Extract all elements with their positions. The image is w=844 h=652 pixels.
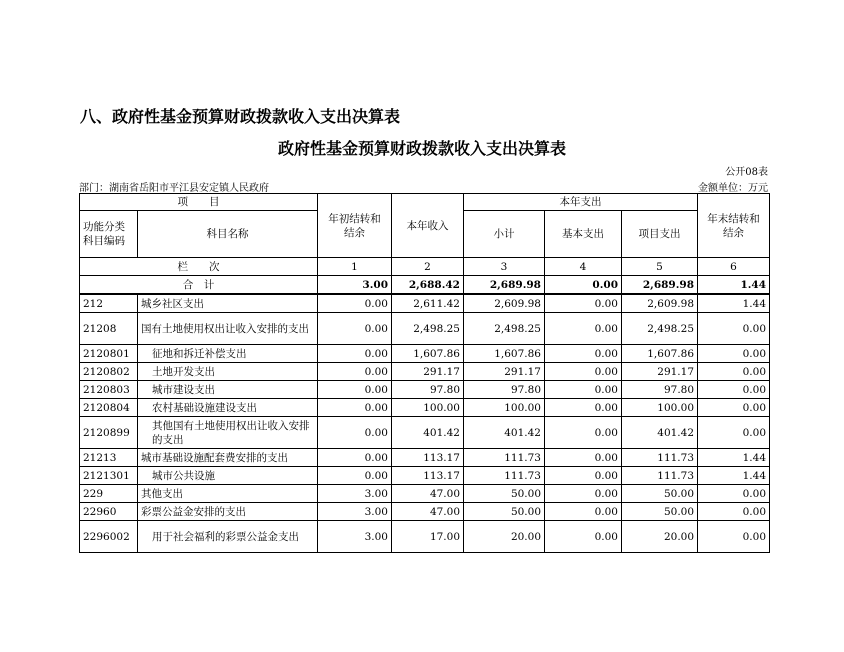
col-num: 6 [698, 258, 770, 276]
row-value: 97.80 [622, 381, 698, 399]
header-subtotal: 小计 [464, 211, 545, 258]
row-code: 2120899 [80, 417, 138, 449]
row-value: 0.00 [545, 363, 622, 381]
row-value: 0.00 [698, 485, 770, 503]
header-expenditure: 本年支出 [464, 194, 698, 211]
row-value: 0.00 [318, 345, 392, 363]
header-subject-name: 科目名称 [138, 211, 318, 258]
row-value: 0.00 [545, 467, 622, 485]
row-value: 113.17 [392, 449, 464, 467]
header-opening-balance: 年初结转和 结余 [318, 194, 392, 258]
unit-label: 金额单位：万元 [698, 183, 768, 194]
header-func-code: 功能分类 科目编码 [80, 211, 138, 258]
total-value: 2,689.98 [622, 276, 698, 295]
row-value: 2,498.25 [622, 313, 698, 345]
row-value: 291.17 [622, 363, 698, 381]
row-value: 100.00 [392, 399, 464, 417]
row-name: 用于社会福利的彩票公益金支出 [138, 521, 318, 553]
total-row [80, 276, 770, 295]
row-value: 0.00 [545, 313, 622, 345]
header-closing-balance: 年末结转和 结余 [698, 194, 770, 258]
row-value: 3.00 [318, 485, 392, 503]
row-value: 97.80 [464, 381, 545, 399]
row-value: 3.00 [318, 521, 392, 553]
row-name: 城市基础设施配套费安排的支出 [138, 449, 318, 467]
row-value: 47.00 [392, 485, 464, 503]
row-code: 2120804 [80, 399, 138, 417]
row-name: 其他支出 [138, 485, 318, 503]
total-value: 2,688.42 [392, 276, 464, 295]
row-value: 100.00 [622, 399, 698, 417]
table-row [80, 449, 770, 467]
row-name: 城市建设支出 [138, 381, 318, 399]
row-code: 22960 [80, 503, 138, 521]
row-value: 17.00 [392, 521, 464, 553]
row-value: 291.17 [392, 363, 464, 381]
row-value: 0.00 [698, 363, 770, 381]
col-num: 2 [392, 258, 464, 276]
row-value: 0.00 [318, 294, 392, 313]
table-row [80, 345, 770, 363]
row-value: 0.00 [545, 399, 622, 417]
row-value: 50.00 [622, 503, 698, 521]
row-value: 111.73 [622, 467, 698, 485]
table-row [80, 521, 770, 553]
row-value: 50.00 [622, 485, 698, 503]
row-value: 0.00 [698, 345, 770, 363]
row-value: 3.00 [318, 503, 392, 521]
header-basic: 基本支出 [545, 211, 622, 258]
row-name: 城市公共设施 [138, 467, 318, 485]
row-name: 征地和拆迁补偿支出 [138, 345, 318, 363]
row-code: 2121301 [80, 467, 138, 485]
row-value: 0.00 [318, 381, 392, 399]
row-value: 111.73 [622, 449, 698, 467]
row-value: 0.00 [698, 521, 770, 553]
row-value: 0.00 [545, 485, 622, 503]
department-label: 部门：湖南省岳阳市平江县安定镇人民政府 [79, 183, 269, 194]
row-value: 2,498.25 [392, 313, 464, 345]
row-value: 111.73 [464, 467, 545, 485]
row-name: 农村基础设施建设支出 [138, 399, 318, 417]
table-row [80, 313, 770, 345]
row-name: 土地开发支出 [138, 363, 318, 381]
row-value: 291.17 [464, 363, 545, 381]
row-value: 1,607.86 [622, 345, 698, 363]
row-code: 212 [80, 294, 138, 313]
table-row [80, 294, 770, 313]
table-row [80, 417, 770, 449]
table-row [80, 381, 770, 399]
total-value: 1.44 [698, 276, 770, 295]
row-value: 97.80 [392, 381, 464, 399]
row-value: 0.00 [318, 313, 392, 345]
row-name: 彩票公益金安排的支出 [138, 503, 318, 521]
row-value: 50.00 [464, 503, 545, 521]
row-value: 2,609.98 [622, 294, 698, 313]
row-value: 401.42 [464, 417, 545, 449]
row-value: 401.42 [392, 417, 464, 449]
row-code: 2120801 [80, 345, 138, 363]
column-row-label: 栏 次 [80, 258, 318, 276]
row-value: 0.00 [698, 399, 770, 417]
row-value: 0.00 [318, 467, 392, 485]
row-name: 城乡社区支出 [138, 294, 318, 313]
table-row [80, 363, 770, 381]
total-value: 2,689.98 [464, 276, 545, 295]
row-value: 401.42 [622, 417, 698, 449]
row-value: 1.44 [698, 449, 770, 467]
row-code: 21213 [80, 449, 138, 467]
section-heading: 八、政府性基金预算财政拨款收入支出决算表 [80, 107, 401, 126]
row-code: 2120803 [80, 381, 138, 399]
row-value: 0.00 [545, 294, 622, 313]
row-value: 0.00 [545, 521, 622, 553]
row-value: 0.00 [545, 381, 622, 399]
row-value: 50.00 [464, 485, 545, 503]
col-num: 4 [545, 258, 622, 276]
row-value: 0.00 [545, 449, 622, 467]
row-value: 0.00 [545, 345, 622, 363]
total-label: 合 计 [80, 276, 318, 295]
row-value: 0.00 [698, 417, 770, 449]
col-num: 3 [464, 258, 545, 276]
header-item: 项 目 [80, 194, 318, 211]
row-value: 0.00 [698, 381, 770, 399]
row-value: 0.00 [318, 363, 392, 381]
row-code: 229 [80, 485, 138, 503]
header-project: 项目支出 [622, 211, 698, 258]
col-num: 1 [318, 258, 392, 276]
row-value: 1.44 [698, 294, 770, 313]
row-value: 1,607.86 [392, 345, 464, 363]
form-code: 公开08表 [725, 167, 768, 178]
row-name: 其他国有土地使用权出让收入安排的支出 [138, 417, 318, 449]
col-num: 5 [622, 258, 698, 276]
row-value: 1.44 [698, 467, 770, 485]
table-row [80, 485, 770, 503]
total-value: 0.00 [545, 276, 622, 295]
row-value: 0.00 [698, 313, 770, 345]
row-value: 0.00 [318, 399, 392, 417]
table-row [80, 503, 770, 521]
total-value: 3.00 [318, 276, 392, 295]
row-value: 47.00 [392, 503, 464, 521]
table-row [80, 467, 770, 485]
row-value: 2,498.25 [464, 313, 545, 345]
row-value: 111.73 [464, 449, 545, 467]
row-value: 0.00 [318, 449, 392, 467]
budget-table [79, 193, 770, 553]
row-value: 100.00 [464, 399, 545, 417]
row-value: 0.00 [318, 417, 392, 449]
row-value: 20.00 [464, 521, 545, 553]
header-income: 本年收入 [392, 194, 464, 258]
row-value: 0.00 [545, 417, 622, 449]
row-value: 0.00 [698, 503, 770, 521]
row-name: 国有土地使用权出让收入安排的支出 [138, 313, 318, 345]
row-value: 113.17 [392, 467, 464, 485]
row-code: 2120802 [80, 363, 138, 381]
table-row [80, 399, 770, 417]
row-code: 21208 [80, 313, 138, 345]
row-value: 20.00 [622, 521, 698, 553]
row-value: 1,607.86 [464, 345, 545, 363]
row-code: 2296002 [80, 521, 138, 553]
row-value: 0.00 [545, 503, 622, 521]
table-title: 政府性基金预算财政拨款收入支出决算表 [277, 139, 566, 158]
row-value: 2,611.42 [392, 294, 464, 313]
row-value: 2,609.98 [464, 294, 545, 313]
